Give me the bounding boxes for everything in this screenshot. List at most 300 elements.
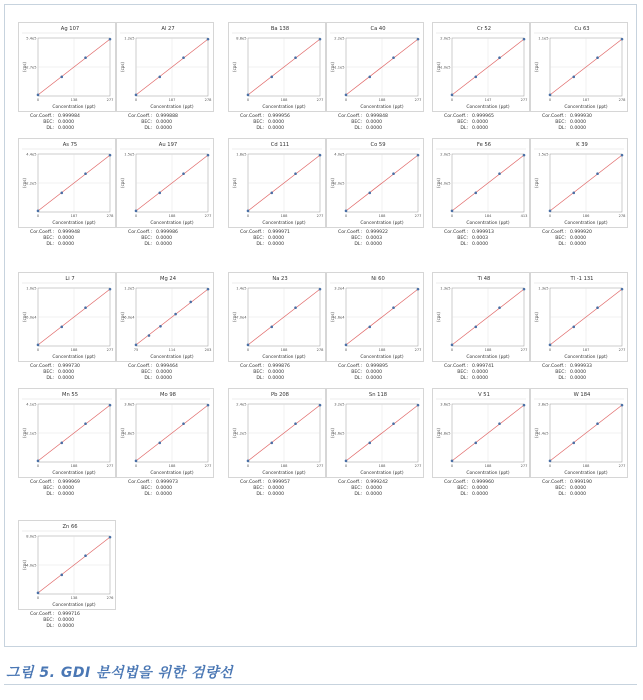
x-tick-label: 0 [134,464,138,468]
stat-value: 0.0000 [156,120,173,125]
data-point [368,442,371,445]
chart-stats [530,230,628,248]
data-point [319,404,322,407]
stat-label: BEC: [141,486,152,491]
stat-label: Cor.Coeff.: [444,230,468,235]
data-point [189,301,192,304]
x-tick-label: 0 [36,348,40,352]
stat-label: Cor.Coeff.: [444,364,468,369]
x-tick-label: 188 [378,348,386,352]
data-point [109,288,112,291]
stat-value: 0.0000 [472,492,489,497]
y-tick-label: 2.4e5 [236,402,247,407]
chart-title: Mo 98 [160,392,176,398]
stat-value: 0.999741 [472,364,494,369]
stat-value: 0.0000 [570,236,587,241]
x-axis-label: Concentration (ppt) [150,221,194,226]
x-tick-label: 0 [344,214,348,218]
calibration-chart-24 [18,520,116,630]
stat-label: DL: [354,126,362,131]
stat-row-dl [326,376,424,382]
data-point [392,306,395,309]
calibration-chart-3 [326,22,424,132]
data-point [319,154,322,157]
data-point [270,192,273,195]
chart-title: W 184 [573,392,591,398]
y-tick-label: 1.8e5 [440,431,451,436]
data-point [174,313,177,316]
stat-label: DL: [144,126,152,131]
stat-value: 0.999933 [570,364,592,369]
x-tick-label: 75 [133,348,139,352]
x-tick-label: 278 [618,98,626,102]
data-point [84,172,87,175]
data-point [417,404,420,407]
x-tick-label: 0 [36,214,40,218]
y-tick-label: 5.4e5 [26,36,37,41]
stat-label: DL: [354,492,362,497]
data-point [207,288,210,291]
x-tick-label: 277 [414,464,422,468]
chart-stats [228,114,326,132]
x-tick-label: 277 [414,348,422,352]
x-axis-label: Concentration (ppt) [52,221,96,226]
stat-value: 0.0000 [570,486,587,491]
y-axis-label: (cps) [534,178,539,188]
stat-label: Cor.Coeff.: [128,114,152,119]
stat-row-dl [432,376,530,382]
chart-title: Cr 52 [476,26,492,32]
x-axis-label: Concentration (ppt) [466,221,510,226]
y-axis-label: (cps) [534,312,539,322]
data-point [37,592,40,595]
x-tick-label: 277 [106,98,114,102]
stat-label: DL: [46,242,54,247]
data-point [572,192,575,195]
stat-value: 0.0000 [156,242,173,247]
chart-title: V 51 [478,392,490,398]
data-point [417,288,420,291]
data-point [37,460,40,463]
data-point [523,154,526,157]
stat-label: BEC: [351,370,362,375]
y-axis-label: (cps) [330,62,335,72]
x-tick-label: 138 [70,98,78,102]
stat-label: DL: [460,126,468,131]
x-axis-label: Concentration (ppt) [564,105,608,110]
stat-label: Cor.Coeff.: [338,364,362,369]
y-axis-label: (cps) [436,312,441,322]
x-axis-label: Concentration (ppt) [564,471,608,476]
x-tick-label: 277 [106,348,114,352]
stat-row-dl [530,242,628,248]
y-axis-label: (cps) [120,62,125,72]
x-tick-label: 188 [280,464,288,468]
stat-label: Cor.Coeff.: [542,114,566,119]
stat-label: DL: [144,376,152,381]
stat-row-dl [18,242,116,248]
stat-label: BEC: [555,120,566,125]
data-point [474,192,477,195]
y-tick-label: 2.1e5 [26,431,37,436]
calibration-chart-0 [18,22,116,132]
x-axis-label: Concentration (ppt) [360,471,404,476]
caption-divider [4,684,637,685]
stat-label: BEC: [253,236,264,241]
x-tick-label: 0 [450,98,454,102]
stat-row-dl [116,242,214,248]
x-axis-label: Concentration (ppt) [466,355,510,360]
x-tick-label: 277 [316,98,324,102]
stat-row-dl [530,492,628,498]
stat-label: BEC: [43,486,54,491]
data-point [451,94,454,97]
stat-value: 0.0000 [156,486,173,491]
data-point [621,154,624,157]
x-axis-label: Concentration (ppt) [360,105,404,110]
calibration-chart-9 [326,138,424,248]
stat-value: 0.0000 [570,492,587,497]
x-axis-label: Concentration (ppt) [150,105,194,110]
y-axis-label: (cps) [22,62,27,72]
chart-stats [530,114,628,132]
stat-value: 0.0003 [366,236,383,241]
stat-value: 0.0000 [58,370,75,375]
data-point [84,56,87,59]
data-point [84,554,87,557]
chart-title: Co 59 [370,142,386,148]
chart-title: Ba 138 [270,26,290,32]
y-tick-label: 1.8e5 [124,431,135,436]
stat-value: 0.0000 [268,492,285,497]
stat-label: Cor.Coeff.: [30,480,54,485]
y-tick-label: 4.0e5 [26,563,37,568]
y-tick-label: 1.1e5 [334,65,345,70]
stat-label: Cor.Coeff.: [240,114,264,119]
stat-value: 0.0000 [58,126,75,131]
x-tick-label: 188 [70,464,78,468]
x-axis-label: Concentration (ppt) [262,105,306,110]
y-tick-label: 5.0e4 [26,315,37,320]
data-point [417,38,420,41]
y-axis-label: (cps) [232,312,237,322]
stat-label: Cor.Coeff.: [542,480,566,485]
data-point [498,306,501,309]
stat-label: Cor.Coeff.: [240,230,264,235]
x-tick-label: 277 [106,464,114,468]
y-tick-label: 4.1e5 [26,402,37,407]
stat-row-dl [530,126,628,132]
stat-label: DL: [354,376,362,381]
stat-value: 0.999464 [156,364,178,369]
stat-value: 0.999986 [156,230,178,235]
data-point [549,460,552,463]
stat-value: 0.0000 [156,236,173,241]
stat-label: BEC: [457,120,468,125]
data-point [84,306,87,309]
data-point [207,154,210,157]
x-tick-label: 278 [316,348,324,352]
chart-stats [18,364,116,382]
stat-value: 0.0000 [472,120,489,125]
stat-value: 0.999930 [570,114,592,119]
stat-value: 0.0000 [58,618,75,623]
stat-value: 0.999971 [268,230,290,235]
y-axis-label: (cps) [232,62,237,72]
data-point [37,210,40,213]
data-point [60,442,63,445]
stat-label: BEC: [141,370,152,375]
data-point [158,442,161,445]
stat-value: 0.999984 [58,114,80,119]
stat-row-dl [326,492,424,498]
calibration-chart-6 [18,138,116,248]
data-point [523,404,526,407]
data-point [345,344,348,347]
chart-stats [116,364,214,382]
stat-value: 0.0000 [366,376,383,381]
stat-value: 0.0000 [268,242,285,247]
data-point [345,460,348,463]
stat-label: Cor.Coeff.: [338,480,362,485]
stat-label: DL: [460,492,468,497]
calibration-chart-18 [18,388,116,498]
y-axis-label: (cps) [22,178,27,188]
calibration-chart-8 [228,138,326,248]
y-tick-label: 1.4e5 [538,431,549,436]
stat-label: DL: [354,242,362,247]
x-tick-label: 187 [70,214,78,218]
stat-label: BEC: [43,236,54,241]
y-tick-label: 8.8e5 [236,36,247,41]
chart-stats [18,230,116,248]
x-axis-label: Concentration (ppt) [150,471,194,476]
x-axis-label: Concentration (ppt) [262,355,306,360]
chart-title: Ni 60 [371,276,385,282]
y-tick-label: 1.0e5 [26,286,37,291]
chart-stats [432,364,530,382]
data-point [270,442,273,445]
x-tick-label: 277 [204,214,212,218]
y-axis-label: (cps) [330,428,335,438]
calibration-chart-2 [228,22,326,132]
calibration-chart-12 [18,272,116,382]
stat-value: 0.999730 [58,364,80,369]
data-point [549,94,552,97]
x-tick-label: 0 [450,348,454,352]
stat-value: 0.0000 [156,376,173,381]
y-axis-label: (cps) [120,312,125,322]
y-tick-label: 3.2e5 [334,402,345,407]
calibration-chart-10 [432,138,530,248]
y-axis-label: (cps) [232,178,237,188]
data-point [549,344,552,347]
chart-title: As 75 [62,142,78,148]
y-tick-label: 2.0e5 [440,36,451,41]
x-tick-label: 0 [134,98,138,102]
stat-row-dl [18,126,116,132]
x-tick-label: 277 [414,214,422,218]
stat-row-dl [18,624,116,630]
calibration-chart-20 [228,388,326,498]
y-axis-label: (cps) [436,62,441,72]
data-point [392,56,395,59]
stat-value: 0.0000 [366,242,383,247]
stat-value: 0.999895 [366,364,388,369]
data-point [345,210,348,213]
calibration-chart-4 [432,22,530,132]
chart-title: Mn 55 [61,392,79,398]
stat-value: 0.0003 [472,236,489,241]
stat-row-dl [432,242,530,248]
x-tick-label: 187 [582,348,590,352]
stat-value: 0.0000 [472,486,489,491]
stat-value: 0.999888 [156,114,178,119]
chart-stats [432,114,530,132]
data-point [572,326,575,329]
data-point [207,38,210,41]
y-tick-label: 1.1e5 [538,36,549,41]
chart-title: Li 7 [65,276,75,282]
data-point [135,460,138,463]
data-point [37,344,40,347]
data-point [549,210,552,213]
stat-value: 0.999848 [366,114,388,119]
x-axis-label: Concentration (ppt) [52,603,96,608]
x-tick-label: 277 [316,464,324,468]
y-tick-label: 1.2e5 [236,431,247,436]
y-tick-label: 2.2e5 [26,181,37,186]
y-axis-label: (cps) [436,428,441,438]
x-tick-label: 188 [280,214,288,218]
stat-value: 0.0000 [570,126,587,131]
calibration-chart-19 [116,388,214,498]
data-point [247,94,250,97]
chart-title: Fe 56 [476,142,492,148]
y-axis-label: (cps) [22,312,27,322]
data-point [572,442,575,445]
stat-label: BEC: [555,236,566,241]
x-tick-label: 0 [36,98,40,102]
data-point [392,172,395,175]
y-tick-label: 1.5e5 [124,152,135,157]
calibration-chart-15 [326,272,424,382]
x-tick-label: 0 [344,98,348,102]
stat-label: DL: [558,492,566,497]
stat-value: 0.0000 [58,492,75,497]
stat-value: 0.999242 [366,480,388,485]
stat-value: 0.0000 [570,120,587,125]
data-point [247,344,250,347]
data-point [294,56,297,59]
stat-row-dl [326,126,424,132]
chart-stats [432,480,530,498]
stat-value: 0.0000 [366,126,383,131]
x-tick-label: 188 [280,98,288,102]
stat-label: Cor.Coeff.: [240,480,264,485]
y-tick-label: 2.7e5 [26,65,37,70]
x-axis-label: Concentration (ppt) [52,471,96,476]
y-tick-label: 1.8e5 [236,152,247,157]
y-axis-label: (cps) [22,560,27,570]
stat-label: BEC: [351,236,362,241]
y-tick-label: 6.0e4 [124,315,135,320]
data-point [270,326,273,329]
x-tick-label: 138 [70,596,78,600]
data-point [109,404,112,407]
stat-value: 0.0000 [570,242,587,247]
stat-value: 0.0000 [268,370,285,375]
chart-title: Ag 107 [60,26,80,32]
data-point [474,76,477,79]
stat-label: BEC: [555,486,566,491]
stat-label: DL: [144,492,152,497]
stat-label: BEC: [457,370,468,375]
stat-value: 0.0000 [268,486,285,491]
y-axis-label: (cps) [436,178,441,188]
calibration-chart-5 [530,22,628,132]
x-tick-label: 277 [520,348,528,352]
stat-label: BEC: [43,120,54,125]
stat-value: 0.999965 [472,114,494,119]
data-point [498,172,501,175]
chart-stats [326,114,424,132]
data-point [109,536,112,539]
stat-value: 0.0000 [58,486,75,491]
stat-label: Cor.Coeff.: [444,114,468,119]
x-tick-label: 0 [344,464,348,468]
chart-title: Sn 118 [368,392,388,398]
chart-title: Cu 63 [574,26,590,32]
stat-row-dl [116,492,214,498]
x-tick-label: 0 [246,214,250,218]
chart-stats [18,114,116,132]
data-point [294,172,297,175]
stat-value: 0.0000 [472,376,489,381]
stat-row-dl [228,492,326,498]
stat-label: BEC: [555,370,566,375]
stat-value: 0.0000 [58,242,75,247]
stat-value: 0.999876 [268,364,290,369]
stat-label: Cor.Coeff.: [30,230,54,235]
x-tick-label: 0 [246,98,250,102]
stat-label: DL: [46,376,54,381]
x-tick-label: 277 [520,98,528,102]
data-point [247,210,250,213]
chart-stats [18,480,116,498]
data-point [345,94,348,97]
stat-label: Cor.Coeff.: [542,364,566,369]
stat-label: BEC: [351,486,362,491]
stat-value: 0.999969 [58,480,80,485]
y-tick-label: 8.0e5 [26,534,37,539]
data-point [60,574,63,577]
x-axis-label: Concentration (ppt) [360,221,404,226]
x-tick-label: 114 [168,348,176,352]
data-point [148,334,151,337]
data-point [621,288,624,291]
stat-label: DL: [256,492,264,497]
data-point [247,460,250,463]
stat-value: 0.999957 [268,480,290,485]
x-tick-label: 184 [484,214,492,218]
stat-value: 0.0000 [268,236,285,241]
data-point [474,326,477,329]
data-point [417,154,420,157]
stat-value: 0.0000 [366,120,383,125]
figure-caption: 그림 5. GDI 분석법을 위한 검량선 [6,665,234,681]
stat-value: 0.0000 [472,370,489,375]
